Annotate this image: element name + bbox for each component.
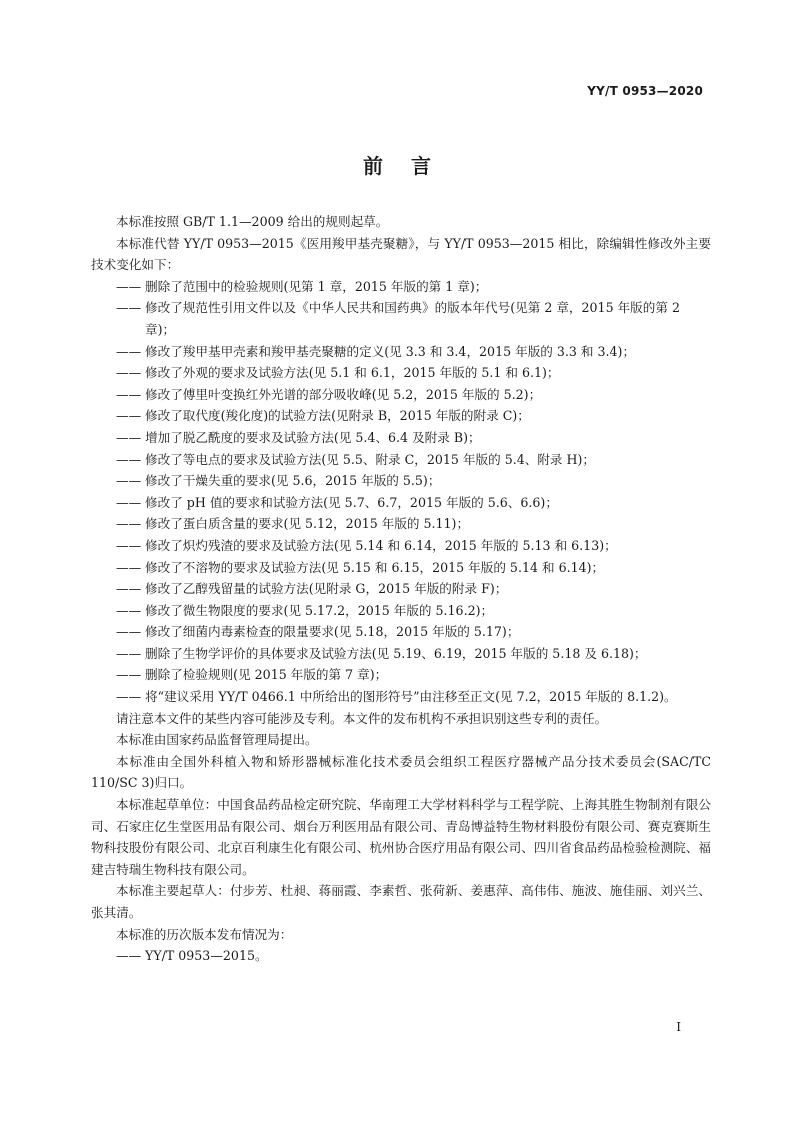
list-item — [91, 664, 711, 686]
list-item — [91, 600, 711, 622]
list-item — [91, 405, 711, 427]
list-item-text: 删除了生物学评价的具体要求及试验方法(见 5.19、6.19，2015 年版的 5.18 及 6.18)； — [145, 645, 647, 661]
dash-mark: —— — [116, 624, 142, 640]
list-item — [91, 578, 711, 600]
dash-mark: —— — [116, 429, 142, 445]
dash-mark: —— — [116, 581, 142, 597]
history-item-text: YY/T 0953—2015。 — [145, 948, 268, 964]
list-item-text: 修改了干燥失重的要求(见 5.6，2015 年版的 5.5)； — [145, 473, 441, 489]
dash-mark: —— — [116, 559, 142, 575]
list-item-text: 修改了 pH 值的要求和试验方法(见 5.7、6.7，2015 年版的 5.6、6.6)； — [145, 494, 558, 510]
list-item-text: 修改了羧甲基甲壳素和羧甲基壳聚糖的定义(见 3.3 和 3.4，2015 年版的 3.3 和 3.4)； — [145, 343, 636, 359]
dash-mark: —— — [116, 408, 142, 424]
dash-mark: —— — [116, 494, 142, 510]
dash-mark: —— — [116, 689, 142, 705]
list-item-text: 删除了检验规则(见 2015 年版的第 7 章)； — [145, 667, 388, 683]
list-item — [91, 535, 711, 557]
list-item — [91, 384, 711, 406]
list-item-text: 增加了脱乙酰度的要求及试验方法(见 5.4、6.4 及附录 B)； — [145, 429, 481, 445]
dash-mark: —— — [116, 473, 142, 489]
paragraph: 本标准按照 GB/T 1.1—2009 给出的规则起草。 — [116, 214, 389, 229]
dash-mark: —— — [116, 386, 142, 402]
list-item-text: 将“建议采用 YY/T 0466.1 中所给出的图形符号”由注移至正文(见 7.2，2015 年版的 8.1.2)。 — [145, 689, 677, 705]
dash-mark: —— — [116, 537, 142, 553]
list-item-text: 修改了蛋白质含量的要求(见 5.12，2015 年版的 5.11)； — [145, 516, 470, 532]
list-item — [91, 449, 711, 471]
list-item-text: 修改了傅里叶变换红外光谱的部分吸收峰(见 5.2，2015 年版的 5.2)； — [145, 386, 542, 402]
standard-code-header: YY/T 0953—2020 — [587, 84, 703, 98]
list-item-text: 修改了取代度(羧化度)的试验方法(见附录 B，2015 年版的附录 C)； — [145, 408, 530, 424]
page-number: I — [676, 1020, 681, 1034]
list-item — [91, 341, 711, 363]
dash-mark: —— — [116, 451, 142, 467]
list-item — [91, 297, 711, 340]
document-body — [91, 211, 711, 967]
list-item-text: 修改了细菌内毒素检查的限量要求(见 5.18，2015 年版的 5.17)； — [145, 624, 520, 640]
list-item — [91, 643, 711, 665]
paragraph: 本标准起草单位：中国食品药品检定研究院、华南理工大学材料科学与工程学院、上海其胜生物制剂有限公司、石家庄亿生堂医用品有限公司、烟台万利医用品有限公司、青岛博益特生物材料股份有限公司、赛克赛斯生物科技股份有限公司、北京百利康生化有限公司、杭州协合医疗用品有限公司、四川省食品药品检验检测院、福建吉特瑞生物科技有限公司。 — [91, 797, 711, 877]
list-item-text: 修改了微生物限度的要求(见 5.17.2，2015 年版的 5.16.2)； — [145, 602, 494, 618]
list-item — [91, 362, 711, 384]
dash-mark: —— — [116, 602, 142, 618]
paragraph: 本标准的历次版本发布情况为： — [116, 926, 293, 942]
list-item-text: 修改了乙醇残留量的试验方法(见附录 G，2015 年版的附录 F)； — [145, 581, 508, 597]
list-item — [91, 513, 711, 535]
list-item-text: 修改了炽灼残渣的要求及试验方法(见 5.14 和 6.14，2015 年版的 5.13 和 6.13)； — [145, 537, 617, 553]
list-item — [91, 427, 711, 449]
dash-mark: —— — [116, 343, 142, 359]
list-item — [91, 276, 711, 298]
history-item — [91, 945, 711, 967]
paragraph: 本标准主要起草人：付步芳、杜昶、蒋丽霞、李素哲、张荷新、姜惠萍、高伟伟、施波、施佳丽、刘兴兰、张其清。 — [91, 883, 711, 920]
dash-mark: —— — [116, 365, 142, 381]
list-item-text: 删除了范围中的检验规则(见第 1 章，2015 年版的第 1 章)； — [145, 278, 488, 294]
list-item-text: 修改了规范性引用文件以及《中华人民共和国药典》的版本年代号(见第 2 章，2015 年版的第 2 章)； — [145, 300, 680, 337]
dash-mark: —— — [116, 645, 142, 661]
dash-mark: —— — [116, 300, 142, 316]
paragraph: 本标准由全国外科植入物和矫形器械标准化技术委员会组织工程医疗器械产品分技术委员会(SAC/TC 110/SC 3)归口。 — [91, 753, 711, 791]
dash-mark: —— — [116, 667, 142, 683]
list-item — [91, 686, 711, 708]
dash-mark: —— — [116, 516, 142, 532]
list-item-text: 修改了外观的要求及试验方法(见 5.1 和 6.1，2015 年版的 5.1 和 6.1)； — [145, 365, 560, 381]
dash-mark: —— — [116, 278, 142, 294]
paragraph: 请注意本文件的某些内容可能涉及专利。本文件的发布机构不承担识别这些专利的责任。 — [116, 710, 608, 726]
list-item — [91, 621, 711, 643]
list-item-text: 修改了不溶物的要求及试验方法(见 5.15 和 6.15，2015 年版的 5.14 和 6.14)； — [145, 559, 605, 575]
list-item — [91, 557, 711, 579]
paragraph: 本标准代替 YY/T 0953—2015《医用羧甲基壳聚糖》，与 YY/T 0953—2015 相比，除编辑性修改外主要技术变化如下： — [91, 235, 711, 273]
list-item — [91, 470, 711, 492]
page-title: 前言 — [363, 154, 459, 178]
paragraph: 本标准由国家药品监督管理局提出。 — [116, 732, 318, 748]
changes-list — [91, 276, 711, 708]
dash-mark: —— — [116, 948, 142, 964]
list-item — [91, 492, 711, 514]
list-item-text: 修改了等电点的要求及试验方法(见 5.5、附录 C，2015 年版的 5.4、附录 H)； — [145, 451, 596, 467]
